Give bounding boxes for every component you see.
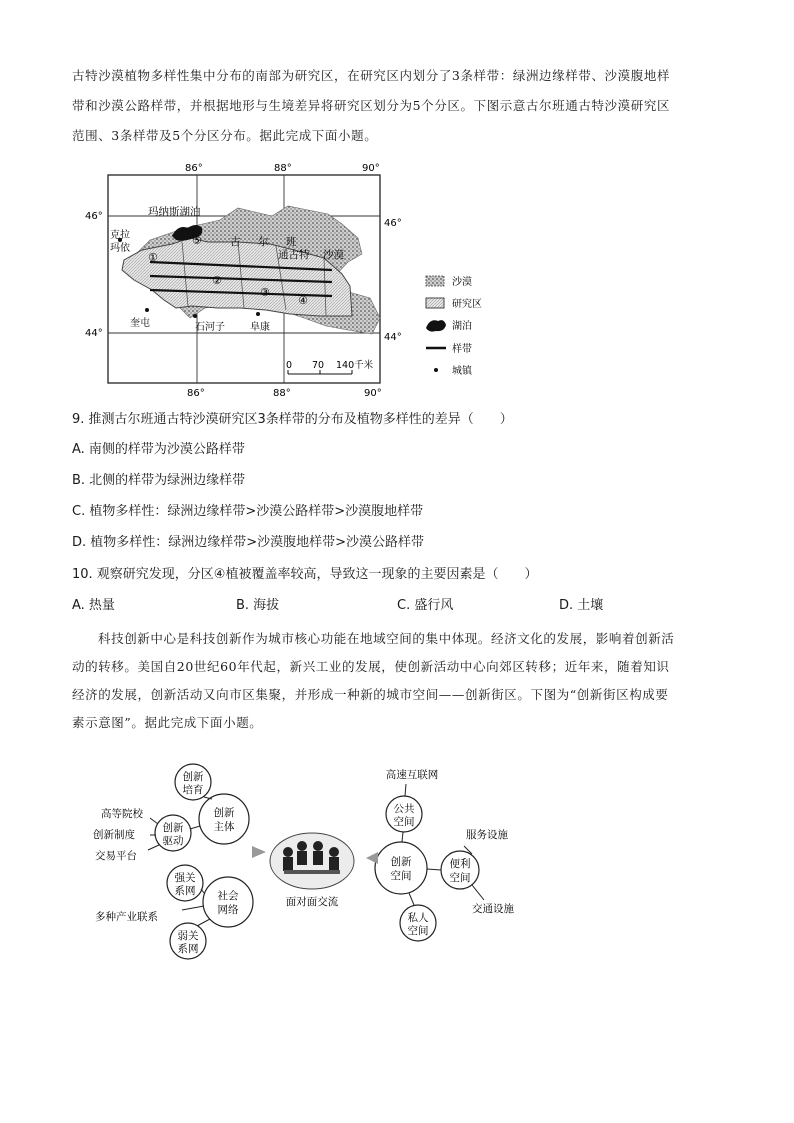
gaodeng-label: 高等院校 bbox=[101, 808, 143, 820]
link-jiaoyi bbox=[148, 845, 159, 850]
intro-2-line-2: 动的转移。美国自20世纪60年代起，新兴工业的发展，使创新活动中心向郊区转移；近年来，随着知识 bbox=[72, 659, 670, 674]
lon-label-top-88: 88° bbox=[274, 163, 292, 174]
bianli-label-2: 空间 bbox=[449, 872, 471, 884]
bianli-label-1: 便利 bbox=[449, 858, 471, 870]
lon-label-bottom-86: 86° bbox=[187, 388, 205, 399]
intro-1-line-2: 带和沙漠公路样带，并根据地形与生境差异将研究区划分为5个分区。下图示意古尔班通古特沙漠研究区 bbox=[72, 98, 671, 113]
siren-label-2: 空间 bbox=[407, 925, 429, 937]
link-chanye-shehui bbox=[182, 906, 204, 910]
scale-label-70: 70 bbox=[312, 360, 325, 371]
desert-label-5: 沙漠 bbox=[323, 249, 344, 261]
legend-city-swatch bbox=[434, 368, 438, 372]
siren-label-1: 私人 bbox=[407, 912, 429, 924]
center-meeting-picture bbox=[270, 833, 354, 889]
zone-3: ③ bbox=[260, 286, 270, 299]
link-gonggong-kongjian bbox=[402, 832, 403, 842]
question-10-option-a[interactable]: A. 热量 bbox=[72, 598, 115, 613]
peiyu-label-2: 培育 bbox=[182, 784, 204, 796]
zone-4: ④ bbox=[298, 294, 308, 307]
ruo-label-2: 系网 bbox=[177, 943, 199, 955]
legend-desert-label: 沙漠 bbox=[452, 277, 472, 288]
link-jiaotong-bianli bbox=[472, 885, 484, 900]
link-ruo-shehui bbox=[197, 919, 210, 926]
city-label-shihezi: 石河子 bbox=[195, 322, 225, 333]
jiaoyi-label: 交易平台 bbox=[95, 850, 137, 862]
intro-2-line-3: 经济的发展，创新活动又向市区集聚，并形成一种新的城市空间——创新街区。下图为“创新街区构成要 bbox=[72, 687, 669, 702]
city-shihezi bbox=[193, 314, 197, 318]
shehui-label-1: 社会 bbox=[217, 890, 239, 902]
city-label-fukang: 阜康 bbox=[250, 322, 270, 333]
jiaotong-label: 交通设施 bbox=[472, 903, 514, 915]
intro-paragraph-1 bbox=[72, 62, 722, 150]
internet-label: 高速互联网 bbox=[385, 769, 439, 781]
legend-city-label: 城镇 bbox=[452, 366, 472, 377]
legend-lake-label: 湖泊 bbox=[452, 321, 472, 332]
zone-5: ⑤ bbox=[192, 234, 202, 247]
desert-label-2: 尔 bbox=[258, 236, 269, 248]
lat-label-right-44: 44° bbox=[384, 332, 402, 343]
legend-desert-swatch bbox=[426, 276, 444, 286]
question-9-stem: 9. 推测古尔班通古特沙漠研究区3条样带的分布及植物多样性的差异（ ） bbox=[72, 412, 513, 427]
lake-label: 玛纳斯湖泊 bbox=[148, 206, 201, 218]
ruo-label-1: 弱关 bbox=[177, 930, 199, 942]
desert-label-3: 班 bbox=[286, 236, 297, 248]
link-kongjian-bianli bbox=[427, 869, 441, 870]
lat-label-left-46: 46° bbox=[85, 211, 103, 222]
node-zhuti bbox=[199, 794, 249, 844]
legend-lake-swatch bbox=[426, 320, 446, 331]
arrow-left-to-center bbox=[252, 846, 266, 858]
node-kongjian bbox=[375, 842, 427, 894]
link-internet-gonggong bbox=[405, 784, 406, 796]
zhuti-label-2: 主体 bbox=[213, 821, 235, 833]
desert-research-map bbox=[80, 158, 500, 403]
intro-2-line-1: 科技创新中心是科技创新作为城市核心功能在地域空间的集中体现。经济文化的发展，影响着创新活 bbox=[98, 631, 675, 646]
qiang-label-1: 强关 bbox=[174, 872, 196, 884]
legend-research-swatch bbox=[426, 298, 444, 308]
qudong-label-1: 创新 bbox=[162, 822, 184, 834]
shehui-label-2: 网络 bbox=[217, 904, 239, 916]
lat-label-left-44: 44° bbox=[85, 328, 103, 339]
city-label-kuitun: 奎屯 bbox=[130, 318, 150, 329]
question-9-option-a[interactable]: A. 南侧的样带为沙漠公路样带 bbox=[72, 442, 245, 457]
scale-label-140: 140千米 bbox=[336, 360, 374, 371]
intro-1-line-1: 古特沙漠植物多样性集中分布的南部为研究区，在研究区内划分了3条样带：绿洲边缘样带、沙漠腹地样 bbox=[72, 68, 671, 83]
center-label: 面对面交流 bbox=[285, 896, 339, 908]
chanye-label: 多种产业联系 bbox=[95, 911, 158, 923]
arrow-right-to-center bbox=[366, 852, 378, 864]
scale-label-0: 0 bbox=[286, 360, 293, 371]
kongjian-label-2: 空间 bbox=[390, 870, 412, 882]
question-10-option-d[interactable]: D. 土壤 bbox=[559, 598, 604, 613]
link-kongjian-siren bbox=[409, 893, 414, 905]
question-10-option-c[interactable]: C. 盛行风 bbox=[397, 598, 454, 613]
qudong-label-2: 驱动 bbox=[162, 835, 184, 847]
city-kuitun bbox=[145, 308, 149, 312]
legend-transect-label: 样带 bbox=[452, 344, 472, 355]
link-gaodeng bbox=[150, 818, 158, 824]
qiang-label-2: 系网 bbox=[174, 885, 196, 897]
city-label-karamay-1: 克拉 bbox=[110, 230, 130, 241]
node-shehui bbox=[203, 877, 253, 927]
zone-2: ② bbox=[212, 274, 222, 287]
zone-1: ① bbox=[148, 251, 158, 264]
desert-label-1: 古 bbox=[230, 236, 241, 248]
intro-1-line-3: 范围、3条样带及5个分区分布。据此完成下面小题。 bbox=[72, 128, 378, 143]
lon-label-bottom-88: 88° bbox=[273, 388, 291, 399]
question-10-stem: 10. 观察研究发现，分区④植被覆盖率较高，导致这一现象的主要因素是（ ） bbox=[72, 567, 538, 582]
question-9-option-d[interactable]: D. 植物多样性：绿洲边缘样带>沙漠腹地样带>沙漠公路样带 bbox=[72, 535, 425, 550]
lon-label-bottom-90: 90° bbox=[364, 388, 382, 399]
intro-2-line-4: 素示意图”。据此完成下面小题。 bbox=[72, 715, 263, 730]
zhidu-label: 创新制度 bbox=[93, 829, 135, 841]
innovation-district-diagram bbox=[80, 760, 540, 970]
link-qudong-zhuti bbox=[190, 826, 200, 829]
lon-label-top-90: 90° bbox=[362, 163, 380, 174]
lon-label-top-86: 86° bbox=[185, 163, 203, 174]
question-9-option-b[interactable]: B. 北侧的样带为绿洲边缘样带 bbox=[72, 473, 246, 488]
city-label-karamay-2: 玛依 bbox=[110, 243, 130, 254]
city-fukang bbox=[256, 312, 260, 316]
legend-research-label: 研究区 bbox=[452, 299, 482, 310]
gonggong-label-1: 公共 bbox=[393, 803, 415, 815]
kongjian-label-1: 创新 bbox=[390, 856, 412, 868]
gonggong-label-2: 空间 bbox=[393, 816, 415, 828]
peiyu-label-1: 创新 bbox=[182, 771, 204, 783]
question-9-option-c[interactable]: C. 植物多样性：绿洲边缘样带>沙漠公路样带>沙漠腹地样带 bbox=[72, 504, 424, 519]
zhuti-label-1: 创新 bbox=[213, 807, 235, 819]
intro-paragraph-2 bbox=[72, 625, 722, 737]
lat-label-right-46: 46° bbox=[384, 218, 402, 229]
fuwu-label: 服务设施 bbox=[466, 829, 508, 841]
question-10-option-b[interactable]: B. 海拔 bbox=[236, 598, 280, 613]
desert-label-4: 通古特 bbox=[278, 249, 310, 261]
